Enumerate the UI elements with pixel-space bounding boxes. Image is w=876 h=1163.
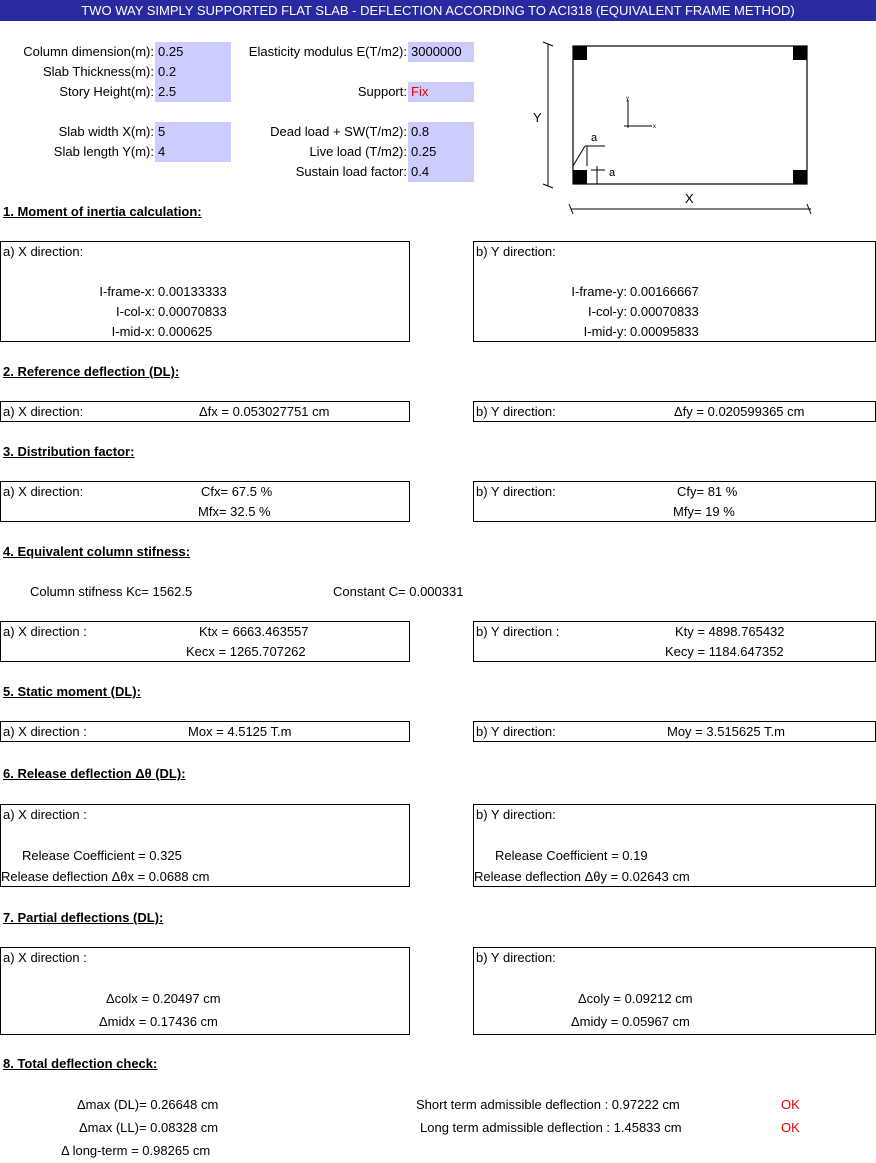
kecy-value: Kecy = 1184.647352 [665, 644, 784, 659]
slab-length-cell[interactable]: 4 [155, 142, 231, 162]
ktx-value: Ktx = 6663.463557 [199, 624, 309, 639]
partial-y-box: b) Y direction: Δcoly = 0.09212 cm Δmidy = 0.05967 cm [473, 947, 876, 1035]
stiffness-y-box: b) Y direction : Kty = 4898.765432 Kecy = 1184.647352 [473, 621, 876, 662]
cfy-value: Cfy= 81 % [677, 484, 738, 499]
slab-length-label: Slab length Y(m): [53, 144, 154, 159]
dlong-term-value: Δ long-term = 0.98265 cm [61, 1143, 211, 1158]
static-moment-x-box: a) X direction : Mox = 4.5125 T.m [0, 721, 410, 742]
column-stiffness-kc: Column stifness Kc= 1562.5 [30, 584, 193, 599]
short-term-admissible: Short term admissible deflection : 0.97222 cm [416, 1097, 680, 1112]
release-deflection-x: Release deflection Δθx = 0.0688 cm [1, 869, 210, 884]
long-term-admissible: Long term admissible deflection : 1.45833 cm [420, 1120, 682, 1135]
ref-deflection-y-box: b) Y direction: Δfy = 0.020599365 cm [473, 401, 876, 422]
inertia-x-box: a) X direction: I-frame-x: 0.00133333 I-col-x: 0.00070833 I-mid-x: 0.000625 [0, 241, 410, 342]
slab-width-label: Slab width X(m): [58, 124, 154, 139]
i-frame-x-value: 0.00133333 [158, 284, 227, 299]
svg-text:y: y [626, 96, 629, 102]
dcoly-value: Δcoly = 0.09212 cm [578, 991, 693, 1006]
live-load-cell[interactable]: 0.25 [408, 142, 474, 162]
kecx-value: Kecx = 1265.707262 [186, 644, 306, 659]
release-deflection-y: Release deflection Δθy = 0.02643 cm [474, 869, 690, 884]
slab-thickness-label: Slab Thickness(m): [42, 64, 154, 79]
distribution-y-box: b) Y direction: Cfy= 81 % Mfy= 19 % [473, 481, 876, 522]
slab-thickness-cell[interactable]: 0.2 [155, 62, 231, 82]
i-frame-y-value: 0.00166667 [630, 284, 699, 299]
i-mid-x-value: 0.000625 [158, 324, 213, 339]
support-cell[interactable]: Fix [408, 82, 474, 102]
section-7-title: 7. Partial deflections (DL): [3, 910, 164, 925]
cfx-value: Cfx= 67.5 % [201, 484, 273, 499]
release-coefficient-x: Release Coefficient = 0.325 [22, 848, 182, 863]
story-height-cell[interactable]: 2.5 [155, 82, 231, 102]
column-bottom-right [793, 170, 807, 184]
dmidx-value: Δmidx = 0.17436 cm [99, 1014, 218, 1029]
distribution-x-box: a) X direction: Cfx= 67.5 % Mfx= 32.5 % [0, 481, 410, 522]
slab-plan-diagram [525, 38, 825, 218]
support-label: Support: [357, 84, 407, 99]
inertia-y-box: b) Y direction: I-frame-y: 0.00166667 I-col-y: 0.00070833 I-mid-y: 0.00095833 [473, 241, 876, 342]
dfy-value: Δfy = 0.020599365 cm [674, 404, 805, 419]
constant-c: Constant C= 0.000331 [333, 584, 464, 599]
ref-deflection-x-box: a) X direction: Δfx = 0.053027751 cm [0, 401, 410, 422]
live-load-label: Live load (T/m2): [309, 144, 407, 159]
column-top-right [793, 46, 807, 60]
sustain-factor-label: Sustain load factor: [295, 164, 407, 179]
moy-value: Moy = 3.515625 T.m [667, 724, 785, 739]
column-bottom-left [573, 170, 587, 184]
section-1-title: 1. Moment of inertia calculation: [3, 204, 202, 219]
section-5-title: 5. Static moment (DL): [3, 684, 141, 699]
stiffness-x-box: a) X direction : Ktx = 6663.463557 Kecx = 1265.707262 [0, 621, 410, 662]
section-8-title: 8. Total deflection check: [3, 1056, 158, 1071]
column-dimension-label: Column dimension(m): [23, 44, 154, 59]
i-mid-y-value: 0.00095833 [630, 324, 699, 339]
story-height-label: Story Height(m): [59, 84, 154, 99]
svg-text:a: a [591, 132, 598, 144]
dead-load-label: Dead load + SW(T/m2): [270, 124, 407, 139]
release-y-box: b) Y direction: Release Coefficient = 0.19 Release deflection Δθy = 0.02643 cm [473, 804, 876, 887]
i-col-y-value: 0.00070833 [630, 304, 699, 319]
dfx-value: Δfx = 0.053027751 cm [199, 404, 330, 419]
column-top-left [573, 46, 587, 60]
i-col-x-value: 0.00070833 [158, 304, 227, 319]
elasticity-label: Elasticity modulus E(T/m2): [248, 44, 407, 59]
column-dimension-cell[interactable]: 0.25 [155, 42, 231, 62]
short-term-status-badge: OK [781, 1097, 800, 1112]
elasticity-cell[interactable]: 3000000 [408, 42, 474, 62]
section-3-title: 3. Distribution factor: [3, 444, 135, 459]
section-6-title: 6. Release deflection Δθ (DL): [3, 766, 186, 781]
dmidy-value: Δmidy = 0.05967 cm [571, 1014, 690, 1029]
svg-text:a: a [609, 167, 616, 179]
dcolx-value: Δcolx = 0.20497 cm [106, 991, 221, 1006]
dead-load-cell[interactable]: 0.8 [408, 122, 474, 142]
kty-value: Kty = 4898.765432 [675, 624, 785, 639]
sustain-factor-cell[interactable]: 0.4 [408, 162, 474, 182]
section-2-title: 2. Reference deflection (DL): [3, 364, 180, 379]
release-coefficient-y: Release Coefficient = 0.19 [495, 848, 648, 863]
page-title: TWO WAY SIMPLY SUPPORTED FLAT SLAB - DEFLECTION ACCORDING TO ACI318 (EQUIVALENT FRAME METHOD) [0, 0, 876, 21]
x-dimension-label: X [685, 191, 694, 206]
svg-text:x: x [653, 124, 656, 130]
static-moment-y-box: b) Y direction: Moy = 3.515625 T.m [473, 721, 876, 742]
mfy-value: Mfy= 19 % [673, 504, 735, 519]
dmax-ll-value: Δmax (LL)= 0.08328 cm [79, 1120, 219, 1135]
partial-x-box: a) X direction : Δcolx = 0.20497 cm Δmidx = 0.17436 cm [0, 947, 410, 1035]
mox-value: Mox = 4.5125 T.m [188, 724, 292, 739]
long-term-status-badge: OK [781, 1120, 800, 1135]
dmax-dl-value: Δmax (DL)= 0.26648 cm [77, 1097, 219, 1112]
y-dimension-label: Y [533, 110, 542, 125]
mfx-value: Mfx= 32.5 % [198, 504, 271, 519]
release-x-box: a) X direction : Release Coefficient = 0.325 Release deflection Δθx = 0.0688 cm [0, 804, 410, 887]
slab-width-cell[interactable]: 5 [155, 122, 231, 142]
section-4-title: 4. Equivalent column stifness: [3, 544, 191, 559]
